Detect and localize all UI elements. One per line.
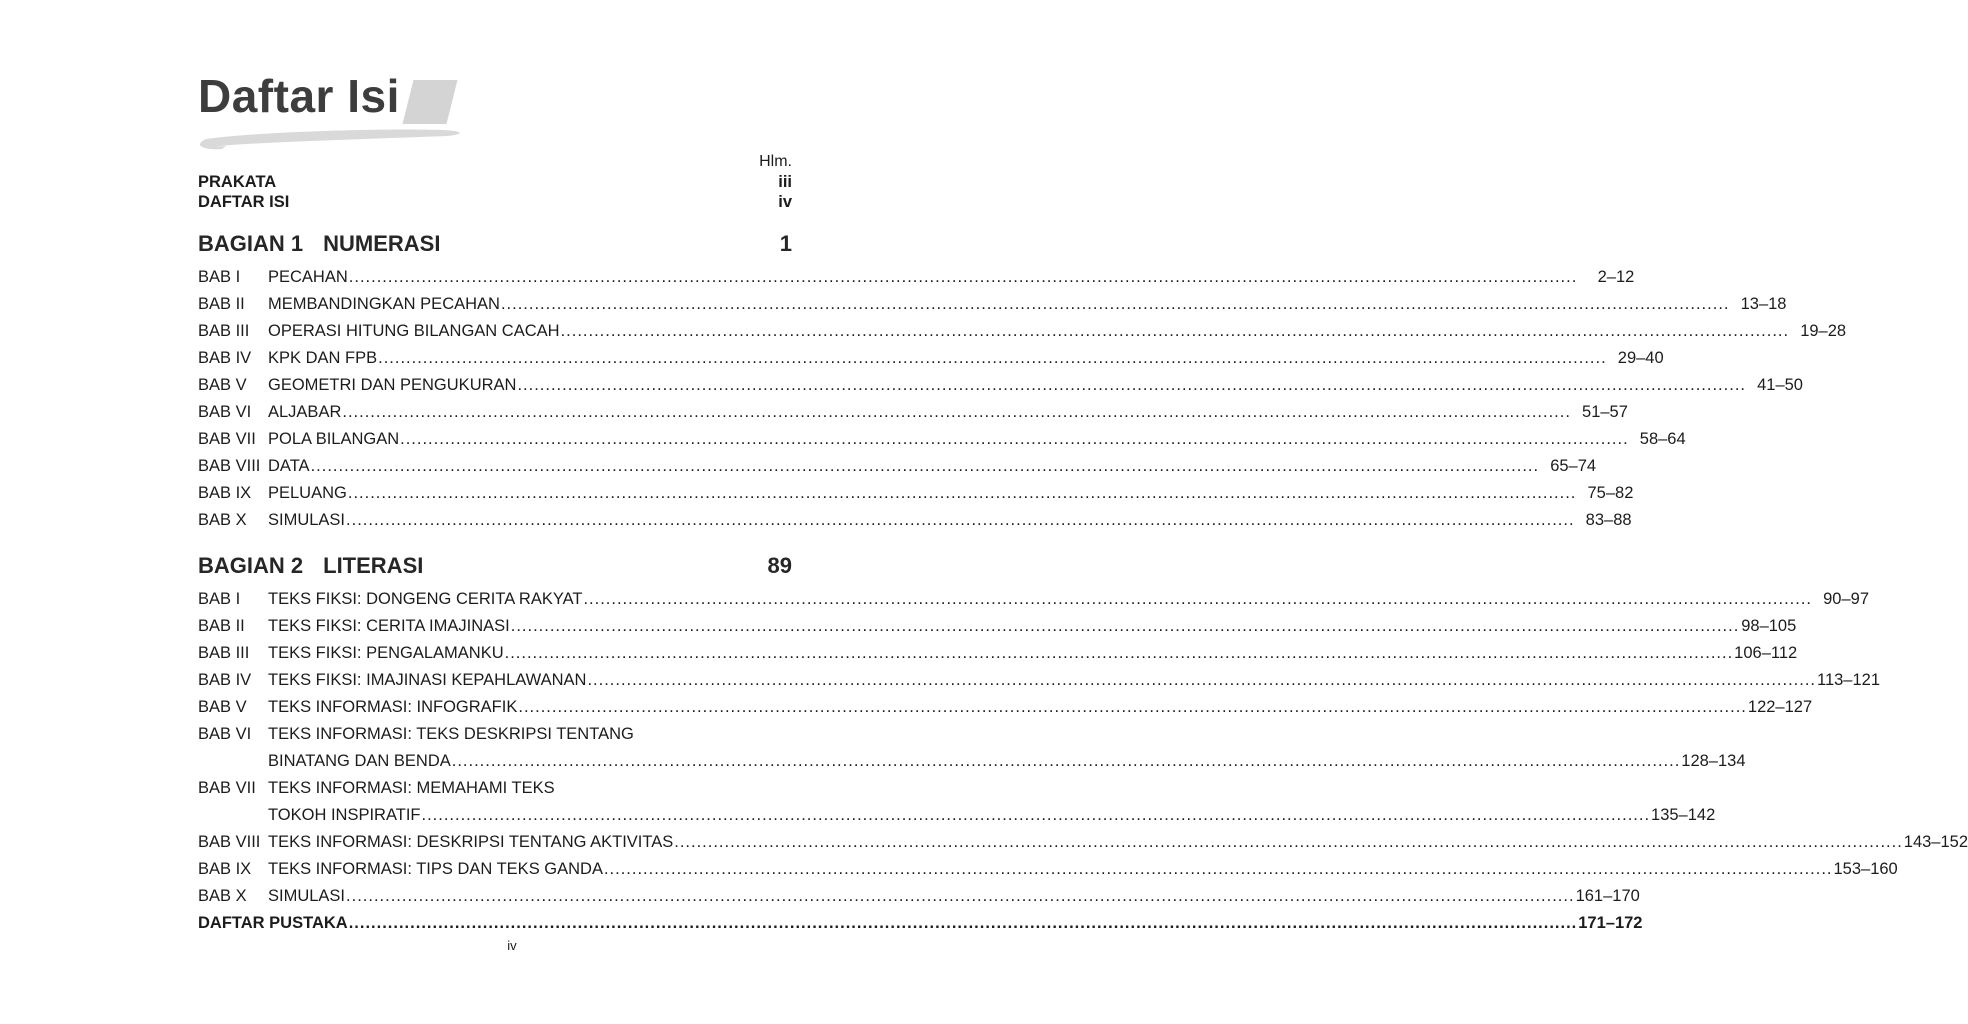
toc-entry — [198, 883, 1640, 910]
entry-line — [268, 291, 1787, 318]
toc-entry — [198, 829, 1968, 856]
entry-line — [268, 640, 1798, 667]
entry-pages: 19–28 — [1800, 322, 1847, 340]
entry-text — [268, 775, 1716, 829]
toc-entry — [198, 291, 1787, 318]
chapter-label: BAB VIII — [198, 457, 261, 475]
entry-title: TEKS FIKSI: PENGALAMANKU — [268, 644, 504, 662]
back-matter-pages: 171–172 — [1578, 914, 1643, 932]
section-title: NUMERASI — [323, 231, 441, 256]
toc-entry — [198, 399, 1628, 426]
entry-line — [268, 426, 1686, 453]
entry-title: TEKS INFORMASI: MEMAHAMI TEKS — [268, 779, 555, 797]
entry-title: KPK DAN FPB — [268, 349, 378, 367]
chapter-label: BAB V — [198, 376, 247, 394]
section-heading — [198, 553, 792, 579]
toc-entry — [198, 613, 1797, 640]
toc-section — [198, 553, 1968, 910]
entry-line — [268, 345, 1664, 372]
entry-line — [268, 399, 1628, 426]
entry-pages: 13–18 — [1740, 295, 1787, 313]
section-number: BAGIAN 1 — [198, 231, 304, 256]
chapter-label: BAB IX — [198, 860, 252, 878]
entry-text — [268, 372, 1803, 399]
dot-leader: ............................................................................................................................................................................................................................ — [510, 617, 1740, 635]
front-matter-row — [198, 192, 792, 212]
footer-page-number: iv — [507, 938, 517, 953]
front-matter-page: iii — [778, 173, 792, 191]
chapter-label: BAB II — [198, 295, 245, 313]
dot-leader: ............................................................................................................................................................................................................................ — [500, 295, 1730, 313]
entry-title: OPERASI HITUNG BILANGAN CACAH — [268, 322, 560, 340]
entry-pages: 2–12 — [1597, 268, 1635, 286]
entry-title: MEMBANDINGKAN PECAHAN — [268, 295, 500, 313]
section-entries — [198, 586, 1968, 910]
toc-entry — [198, 694, 1813, 721]
entry-text — [268, 318, 1847, 345]
chapter-label: BAB V — [198, 698, 247, 716]
entry-line — [268, 453, 1597, 480]
entry-line — [268, 748, 1746, 775]
chapter-label: BAB I — [198, 268, 241, 286]
entry-line — [268, 829, 1968, 856]
entry-title-continued: BINATANG DAN BENDA — [268, 752, 451, 770]
entry-text — [268, 264, 1635, 291]
entry-title: TEKS INFORMASI: DESKRIPSI TENTANG AKTIVITAS — [268, 833, 674, 851]
page-column-header: Hlm. — [759, 153, 792, 170]
entry-text — [268, 426, 1686, 453]
section-number: BAGIAN 2 — [198, 553, 304, 578]
dot-leader: ............................................................................................................................................................................................................................ — [346, 887, 1575, 905]
section-entries — [198, 264, 1847, 534]
entry-text — [268, 856, 1898, 883]
chapter-label: BAB VIII — [198, 833, 261, 851]
entry-pages: 106–112 — [1734, 644, 1798, 662]
dot-leader: ............................................................................................................................................................................................................................ — [400, 430, 1629, 448]
dot-leader: ............................................................................................................................................................................................................................ — [560, 322, 1790, 340]
toc-entry — [198, 640, 1798, 667]
chapter-label: BAB VI — [198, 403, 252, 421]
entry-text — [268, 721, 1746, 775]
entry-title: SIMULASI — [268, 511, 346, 529]
chapter-label: BAB IV — [198, 671, 252, 689]
entry-pages: 113–121 — [1817, 671, 1881, 689]
toc-section — [198, 231, 1847, 534]
entry-line — [268, 802, 1716, 829]
entry-text — [268, 640, 1798, 667]
dot-leader: ............................................................................................................................................................................................................................ — [346, 511, 1575, 529]
entry-pages: 161–170 — [1575, 887, 1640, 905]
back-matter-label: DAFTAR PUSTAKA — [198, 914, 348, 932]
entry-text — [268, 667, 1881, 694]
chapter-label: BAB X — [198, 887, 247, 905]
entry-text — [268, 291, 1787, 318]
entry-title: TEKS INFORMASI: TIPS DAN TEKS GANDA — [268, 860, 603, 878]
entry-line — [268, 318, 1847, 345]
dot-leader: ............................................................................................................................................................................................................................ — [504, 644, 1734, 662]
front-matter-label: PRAKATA — [198, 173, 277, 191]
toc-entry — [198, 345, 1664, 372]
entry-title: TEKS INFORMASI: TEKS DESKRIPSI TENTANG — [268, 725, 634, 743]
chapter-label: BAB I — [198, 590, 241, 608]
back-matter-row — [198, 910, 1643, 937]
dot-leader: ............................................................................................................................................................................................................................ — [342, 403, 1571, 421]
entry-title: ALJABAR — [268, 403, 342, 421]
toc-entry — [198, 318, 1847, 345]
chapter-label: BAB IX — [198, 484, 252, 502]
toc-entry — [198, 667, 1881, 694]
entry-line — [268, 264, 1635, 291]
toc-content — [198, 0, 1968, 937]
dot-leader: ............................................................................................................................................................................................................................ — [674, 833, 1903, 851]
front-matter-page: iv — [778, 193, 792, 211]
entry-text — [268, 694, 1813, 721]
entry-title: PELUANG — [268, 484, 347, 502]
entry-title: GEOMETRI DAN PENGUKURAN — [268, 376, 517, 394]
entry-line — [268, 694, 1813, 721]
toc-entry — [198, 721, 1746, 775]
dot-leader: ............................................................................................................................................................................................................................ — [347, 484, 1577, 502]
entry-pages: 83–88 — [1585, 511, 1632, 529]
sections-container — [198, 231, 1968, 910]
chapter-label: BAB IV — [198, 349, 252, 367]
dot-leader: ............................................................................................................................................................................................................................ — [451, 752, 1681, 770]
dot-leader: ............................................................................................................................................................................................................................ — [603, 860, 1833, 878]
entry-text — [268, 453, 1597, 480]
entry-title: TEKS INFORMASI: INFOGRAFIK — [268, 698, 518, 716]
entry-pages: 75–82 — [1587, 484, 1634, 502]
entry-pages: 29–40 — [1617, 349, 1664, 367]
chapter-label: BAB X — [198, 511, 247, 529]
dot-leader: ............................................................................................................................................................................................................................ — [348, 268, 1578, 286]
entry-line — [268, 613, 1797, 640]
entry-text — [268, 829, 1968, 856]
brush-swoosh-icon — [196, 124, 468, 150]
entry-pages: 58–64 — [1639, 430, 1686, 448]
dot-leader: ............................................................................................................................................................................................................................ — [378, 349, 1607, 367]
entry-line — [268, 667, 1881, 694]
chapter-label: BAB III — [198, 644, 250, 662]
entry-text — [268, 399, 1628, 426]
dot-leader: ............................................................................................................................................................................................................................ — [310, 457, 1540, 475]
entry-line — [268, 883, 1640, 910]
dot-leader: ............................................................................................................................................................................................................................ — [583, 590, 1812, 608]
entry-line — [268, 856, 1898, 883]
section-title: LITERASI — [323, 553, 424, 578]
front-matter-row — [198, 172, 792, 192]
section-heading — [198, 231, 792, 257]
entry-pages: 153–160 — [1833, 860, 1898, 878]
entry-title: POLA BILANGAN — [268, 430, 400, 448]
entry-pages: 135–142 — [1651, 806, 1716, 824]
toc-entry — [198, 264, 1635, 291]
entry-pages: 41–50 — [1757, 376, 1803, 394]
entry-text — [268, 345, 1664, 372]
entry-title: TEKS FIKSI: DONGENG CERITA RAKYAT — [268, 590, 583, 608]
front-matter-list — [198, 172, 792, 212]
dot-leader: ............................................................................................................................................................................................................................ — [518, 698, 1747, 716]
entry-pages: 128–134 — [1681, 752, 1746, 770]
entry-text — [268, 586, 1869, 613]
toc-entry — [198, 586, 1869, 613]
chapter-label: BAB VII — [198, 430, 256, 448]
front-matter-label: DAFTAR ISI — [198, 193, 290, 211]
entry-text — [268, 507, 1632, 534]
entry-title: PECAHAN — [268, 268, 348, 286]
toc-entry — [198, 453, 1597, 480]
entry-pages: 122–127 — [1747, 698, 1813, 716]
toc-entry — [198, 856, 1898, 883]
entry-title: TEKS FIKSI: IMAJINASI KEPAHLAWANAN — [268, 671, 587, 689]
entry-line — [268, 775, 792, 802]
dot-leader: ............................................................................................................................................................................................................................ — [421, 806, 1651, 824]
chapter-label: BAB VI — [198, 725, 252, 743]
entry-pages: 51–57 — [1582, 403, 1628, 421]
entry-pages: 65–74 — [1550, 457, 1597, 475]
dot-leader: ............................................................................................................................................................................................................................ — [348, 914, 1578, 932]
entry-line — [268, 507, 1632, 534]
toc-entry — [198, 775, 1716, 829]
section-page-number: 1 — [779, 231, 792, 256]
toc-entry — [198, 372, 1803, 399]
entry-title-continued: TOKOH INSPIRATIF — [268, 806, 421, 824]
chapter-label: BAB II — [198, 617, 245, 635]
toc-entry — [198, 426, 1686, 453]
entry-line — [268, 721, 792, 748]
entry-line — [268, 372, 1803, 399]
entry-line — [268, 586, 1869, 613]
entry-pages: 143–152 — [1903, 833, 1968, 851]
section-page-number: 89 — [767, 553, 792, 578]
chapter-label: BAB VII — [198, 779, 256, 797]
entry-pages: 90–97 — [1823, 590, 1869, 608]
entry-line — [268, 480, 1634, 507]
dot-leader: ............................................................................................................................................................................................................................ — [587, 671, 1816, 689]
entry-text — [268, 480, 1634, 507]
entry-text — [268, 883, 1640, 910]
toc-entry — [198, 480, 1634, 507]
entry-title: SIMULASI — [268, 887, 346, 905]
entry-pages: 98–105 — [1741, 617, 1797, 635]
chapter-label: BAB III — [198, 322, 250, 340]
entry-text — [268, 613, 1797, 640]
entry-title: TEKS FIKSI: CERITA IMAJINASI — [268, 617, 510, 635]
dot-leader: ............................................................................................................................................................................................................................ — [517, 376, 1746, 394]
page-title: Daftar Isi — [198, 70, 400, 122]
entry-title: DATA — [268, 457, 310, 475]
toc-entry — [198, 507, 1632, 534]
title-block — [198, 72, 792, 150]
